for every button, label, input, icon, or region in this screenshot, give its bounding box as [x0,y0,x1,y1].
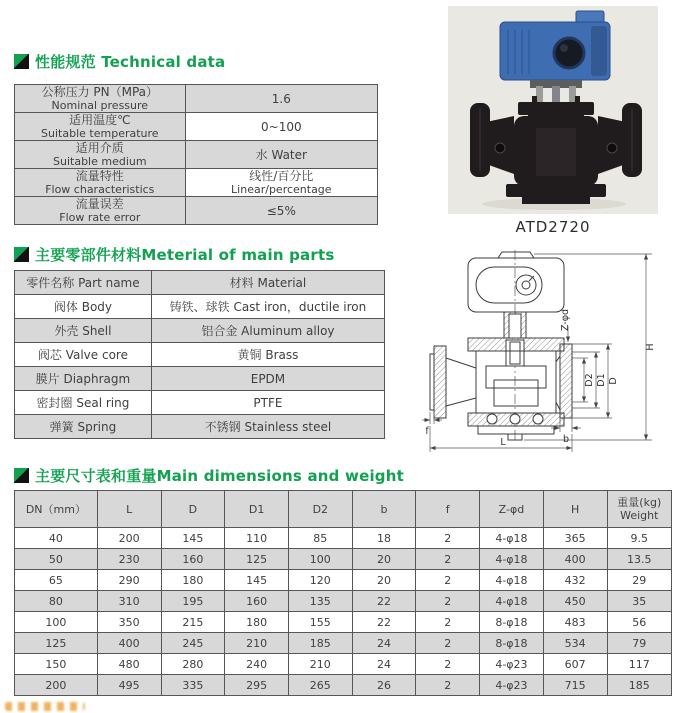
tech-row [15,169,378,197]
material-row [15,367,385,391]
dim-cell: 4-φ18 [480,591,544,612]
dim-cell: 50 [15,549,98,570]
materials-header-material: 材料 Material [151,271,384,295]
dim-label-b: b [562,434,570,445]
dim-cell: 125 [225,549,289,570]
section-title-materials: 主要零部件材料Meterial of main parts [35,246,335,264]
dim-cell: 215 [161,612,225,633]
dim-row [15,549,672,570]
dim-cell: 2 [416,633,480,654]
tech-label-zh: 流量特性 [75,169,124,183]
dim-header-cell: DN（mm） [15,491,98,528]
materials-header-row [15,271,385,295]
tech-label-en: Flow characteristics [45,183,155,196]
dim-row [15,654,672,675]
tech-row [15,113,378,141]
dim-cell: 230 [97,549,161,570]
dim-header-cell: D1 [225,491,289,528]
dim-cell: 495 [97,675,161,696]
weight-header-en: Weight [620,509,659,522]
tech-label-en: Suitable medium [53,155,147,168]
dim-cell: 22 [352,591,416,612]
material-cell: 铸铁、球铁 Cast iron，ductile iron [151,295,384,319]
dim-cell: 185 [607,675,671,696]
dim-cell: 534 [543,633,607,654]
material-part-cell: 阀芯 Valve core [15,343,152,367]
dim-header-cell: Z-φd [480,491,544,528]
dim-cell: 4-φ23 [480,654,544,675]
dim-cell: 22 [352,612,416,633]
materials-table [14,270,385,439]
dim-cell: 9.5 [607,528,671,549]
dim-cell: 607 [543,654,607,675]
dim-cell: 400 [97,633,161,654]
material-part-cell: 弹簧 Spring [15,415,152,439]
dim-cell: 24 [352,654,416,675]
section-title-dimensions: 主要尺寸表和重量Main dimensions and weight [35,467,404,485]
tech-row [15,197,378,225]
section-title-technical: 性能规范 Technical data [35,53,226,71]
dim-cell: 117 [607,654,671,675]
dim-cell: 180 [161,570,225,591]
dim-cell: 8-φ18 [480,612,544,633]
material-row [15,319,385,343]
tech-label-cell [15,141,186,169]
dimensions-header-row [15,491,672,528]
dim-cell: 4-φ23 [480,675,544,696]
dim-label-D1: D1 [596,373,607,387]
material-cell: 黄铜 Brass [151,343,384,367]
tech-row [15,141,378,169]
green-black-square-icon [14,468,29,483]
valve-product-photo [448,6,658,214]
dim-cell: 2 [416,528,480,549]
dim-cell: 110 [225,528,289,549]
material-row [15,295,385,319]
tech-value-cell [185,141,377,169]
dim-cell: 26 [352,675,416,696]
dim-cell: 20 [352,570,416,591]
dim-cell: 265 [288,675,352,696]
dim-cell: 2 [416,675,480,696]
material-row [15,415,385,439]
weight-header-zh: 重量(kg) [617,496,662,509]
tech-value-cell [185,113,377,141]
dim-cell: 365 [543,528,607,549]
tech-value-cell [185,169,377,197]
dim-cell: 240 [225,654,289,675]
dim-cell: 150 [15,654,98,675]
tech-value-cell [185,197,377,225]
tech-label-cell [15,85,186,113]
dim-label-D2: D2 [584,373,595,387]
dimensions-table [14,490,672,696]
dim-header-cell: H [543,491,607,528]
dim-cell: 4-φ18 [480,570,544,591]
dim-cell: 125 [15,633,98,654]
dim-row [15,570,672,591]
material-cell: PTFE [151,391,384,415]
dim-cell: 295 [225,675,289,696]
technical-data-table [14,84,378,225]
dim-row [15,591,672,612]
dim-cell: 56 [607,612,671,633]
dim-cell: 24 [352,633,416,654]
dim-cell: 310 [97,591,161,612]
scan-artifact [5,702,85,711]
dim-row [15,675,672,696]
tech-value-en: Linear/percentage [231,183,332,196]
material-cell: 不锈钢 Stainless steel [151,415,384,439]
material-part-cell: 密封圈 Seal ring [15,391,152,415]
dim-label-L: L [500,437,506,448]
dim-cell: 245 [161,633,225,654]
dim-cell: 65 [15,570,98,591]
dim-cell: 20 [352,549,416,570]
dim-cell: 195 [161,591,225,612]
material-cell: 铝合金 Aluminum alloy [151,319,384,343]
material-cell: EPDM [151,367,384,391]
valve-dimension-drawing [420,250,683,468]
dim-cell: 160 [161,549,225,570]
product-model-caption: ATD2720 [515,218,591,236]
tech-value: 线性/百分比 [249,169,314,183]
dim-header-cell: f [416,491,480,528]
dim-label-Zd: Z-φd [560,308,571,332]
dim-cell: 290 [97,570,161,591]
dim-cell: 400 [543,549,607,570]
tech-label-cell [15,113,186,141]
dim-cell: 200 [15,675,98,696]
dim-cell: 2 [416,612,480,633]
dim-cell: 79 [607,633,671,654]
dim-cell: 80 [15,591,98,612]
dim-cell: 145 [225,570,289,591]
section-header-materials [14,244,334,265]
dim-cell: 18 [352,528,416,549]
section-header-technical [14,51,225,72]
tech-label-cell [15,197,186,225]
dim-cell: 2 [416,570,480,591]
material-row [15,391,385,415]
dim-cell: 120 [288,570,352,591]
dim-cell: 210 [225,633,289,654]
dim-cell: 335 [161,675,225,696]
tech-value: ≤5% [266,203,296,218]
dim-cell: 180 [225,612,289,633]
tech-label-en: Flow rate error [59,211,141,224]
dim-header-cell: D [161,491,225,528]
green-black-square-icon [14,54,29,69]
dim-cell: 160 [225,591,289,612]
material-row [15,343,385,367]
dim-cell: 2 [416,549,480,570]
dim-cell: 480 [97,654,161,675]
dim-cell: 715 [543,675,607,696]
materials-header-part: 零件名称 Part name [15,271,152,295]
dim-header-cell: D2 [288,491,352,528]
dim-cell: 185 [288,633,352,654]
dim-cell: 135 [288,591,352,612]
dim-header-weight [607,491,671,528]
dim-cell: 29 [607,570,671,591]
material-part-cell: 膜片 Diaphragm [15,367,152,391]
tech-label-zh: 适用温度℃ [69,113,131,127]
tech-row [15,85,378,113]
tech-value: 1.6 [271,91,291,106]
dim-cell: 85 [288,528,352,549]
dim-row [15,612,672,633]
dim-cell: 100 [288,549,352,570]
dim-cell: 40 [15,528,98,549]
dim-cell: 210 [288,654,352,675]
tech-label-zh: 流量误差 [75,197,124,211]
dim-cell: 450 [543,591,607,612]
dim-label-D: D [608,377,619,385]
dim-cell: 8-φ18 [480,633,544,654]
dim-cell: 432 [543,570,607,591]
dim-header-cell: b [352,491,416,528]
tech-label-en: Nominal pressure [51,99,149,112]
dim-cell: 2 [416,591,480,612]
dim-cell: 280 [161,654,225,675]
tech-value: 水 Water [255,147,307,162]
dim-cell: 2 [416,654,480,675]
dim-row [15,633,672,654]
dim-cell: 350 [97,612,161,633]
dim-row [15,528,672,549]
dim-cell: 200 [97,528,161,549]
dim-cell: 13.5 [607,549,671,570]
tech-label-cell [15,169,186,197]
dim-cell: 4-φ18 [480,549,544,570]
dim-cell: 4-φ18 [480,528,544,549]
tech-label-zh: 适用介质 [75,141,124,155]
material-part-cell: 外壳 Shell [15,319,152,343]
tech-label-en: Suitable temperature [41,127,159,140]
dim-cell: 483 [543,612,607,633]
material-part-cell: 阀体 Body [15,295,152,319]
dim-cell: 35 [607,591,671,612]
tech-value-cell [185,85,377,113]
valve-photo-illustration [448,6,658,214]
dim-cell: 155 [288,612,352,633]
green-black-square-icon [14,247,29,262]
tech-label-zh: 公称压力 PN（MPa） [41,85,159,99]
dim-cell: 145 [161,528,225,549]
section-header-dimensions [14,465,404,486]
tech-value: 0~100 [261,119,302,134]
dim-label-f: f [425,426,429,437]
dim-cell: 100 [15,612,98,633]
dim-header-cell: L [97,491,161,528]
dim-label-H: H [645,343,656,351]
